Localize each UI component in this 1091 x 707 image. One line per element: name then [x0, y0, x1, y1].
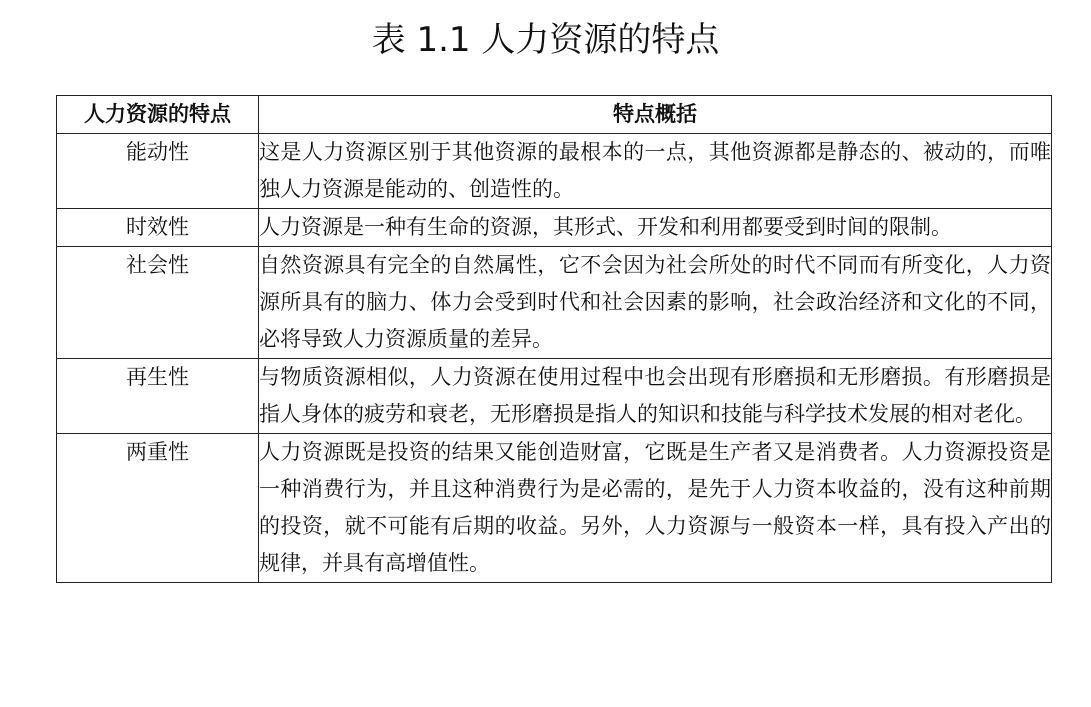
- description-cell: 这是人力资源区别于其他资源的最根本的一点，其他资源都是静态的、被动的，而唯独人力资源是能动的、创造性的。: [259, 134, 1052, 209]
- table-row: [57, 247, 1052, 359]
- characteristics-table: [56, 95, 1052, 583]
- feature-cell: 时效性: [57, 209, 259, 247]
- table-header-row: [57, 96, 1052, 134]
- description-cell: 自然资源具有完全的自然属性，它不会因为社会所处的时代不同而有所变化，人力资源所具有的脑力、体力会受到时代和社会因素的影响，社会政治经济和文化的不同，必将导致人力资源质量的差异。: [259, 247, 1052, 359]
- table-row: [57, 134, 1052, 209]
- feature-cell: 能动性: [57, 134, 259, 209]
- table-row: [57, 359, 1052, 434]
- table-row: [57, 434, 1052, 583]
- table-title: 表 1.1 人力资源的特点: [371, 20, 720, 60]
- description-cell: 人力资源是一种有生命的资源，其形式、开发和利用都要受到时间的限制。: [259, 209, 1052, 247]
- header-summary: 特点概括: [259, 96, 1052, 134]
- feature-cell: 再生性: [57, 359, 259, 434]
- feature-cell: 两重性: [57, 434, 259, 583]
- table-row: [57, 209, 1052, 247]
- description-cell: 人力资源既是投资的结果又能创造财富，它既是生产者又是消费者。人力资源投资是一种消费行为，并且这种消费行为是必需的，是先于人力资本收益的，没有这种前期的投资，就不可能有后期的收益。另外，人力资源与一般资本一样，具有投入产出的规律，并具有高增值性。: [259, 434, 1052, 583]
- header-feature: 人力资源的特点: [57, 96, 259, 134]
- feature-cell: 社会性: [57, 247, 259, 359]
- description-cell: 与物质资源相似，人力资源在使用过程中也会出现有形磨损和无形磨损。有形磨损是指人身体的疲劳和衰老，无形磨损是指人的知识和技能与科学技术发展的相对老化。: [259, 359, 1052, 434]
